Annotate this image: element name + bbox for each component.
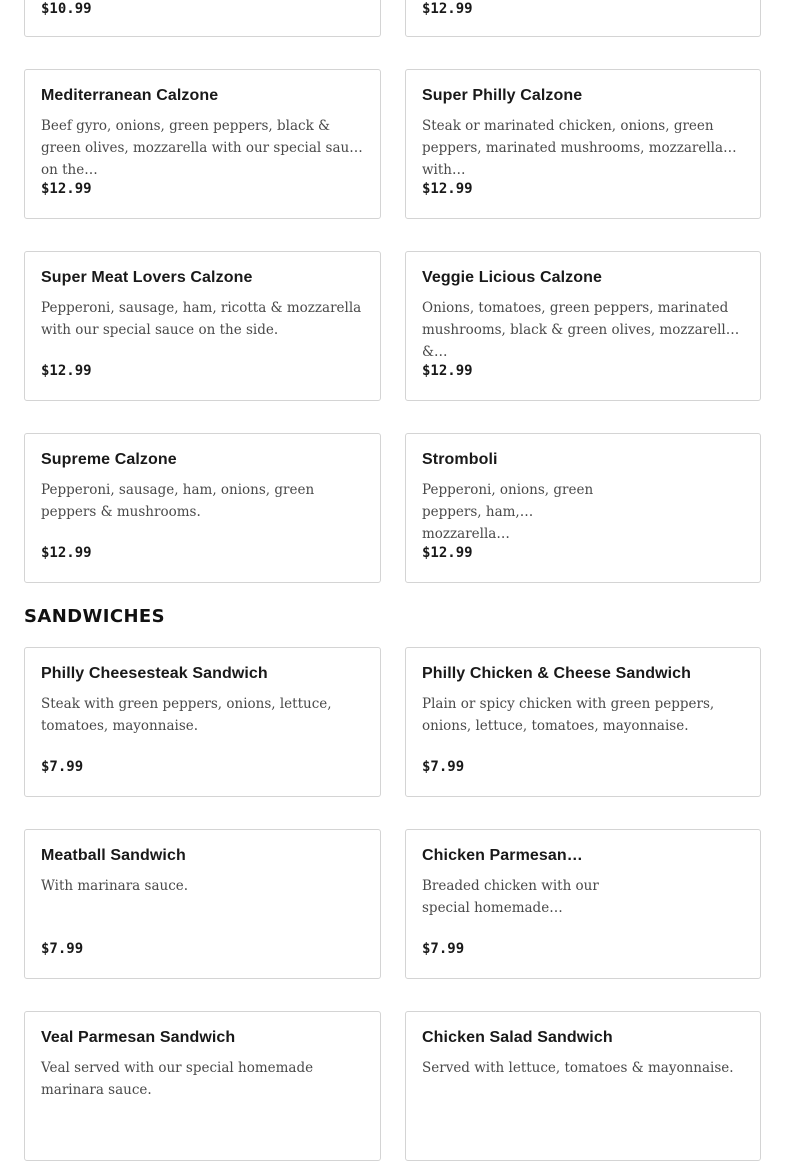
menu-item-card[interactable] [405,1011,761,1161]
menu-item-card[interactable] [405,69,761,219]
item-description: Steak or marinated chicken, onions, green peppers, marinated mushrooms, mozzarella with… [422,118,724,178]
menu-item-card[interactable] [24,0,381,37]
item-description: Pepperoni, onions, green peppers, ham, mozzarella… [422,482,594,542]
item-description: Served with lettuce, tomatoes & mayonnaise. [422,1060,734,1076]
item-name: Stromboli [422,451,498,468]
item-price: $10.99 [41,1,92,17]
menu-item-card[interactable] [405,0,761,37]
item-name: Chicken Parmesan… [422,847,583,864]
menu-item-card[interactable] [24,69,381,219]
item-price: $12.99 [422,545,473,561]
item-price: $7.99 [422,941,465,957]
item-description: Onions, tomatoes, green peppers, marinated mushrooms, black & green olives, mozzarella &… [422,300,734,360]
menu-item-card[interactable] [405,647,761,797]
item-name: Philly Chicken & Cheese Sandwich [422,665,692,682]
item-price: $7.99 [41,941,84,957]
item-name: Supreme Calzone [41,451,177,468]
item-name: Veal Parmesan Sandwich [41,1029,236,1046]
menu-item-card[interactable] [24,829,381,979]
item-description: Steak with green peppers, onions, lettuce, tomatoes, mayonnaise. [41,696,332,734]
item-description: With marinara sauce. [41,878,189,894]
item-description: Breaded chicken with our special homemade… [422,878,599,916]
item-name: Mediterranean Calzone [41,87,219,104]
item-description: Pepperoni, sausage, ham, ricotta & mozzarella with our special sauce on the side. [41,300,362,338]
item-name: Philly Cheesesteak Sandwich [41,665,268,682]
menu-item-card[interactable] [405,433,761,583]
menu-item-card[interactable] [405,829,761,979]
item-description: Plain or spicy chicken with green peppers, onions, lettuce, tomatoes, mayonnaise. [422,696,715,734]
item-price: $12.99 [41,181,92,197]
menu-item-card[interactable] [24,433,381,583]
item-name: Chicken Salad Sandwich [422,1029,613,1046]
item-price: $7.99 [422,759,465,775]
item-price: $12.99 [422,363,473,379]
item-description: Pepperoni, sausage, ham, onions, green peppers & mushrooms. [41,482,315,520]
item-name: Super Philly Calzone [422,87,583,104]
item-price: $12.99 [41,545,92,561]
item-name: Super Meat Lovers Calzone [41,269,253,286]
section-title-sandwiches: SANDWICHES [24,606,165,627]
menu-item-card[interactable] [24,251,381,401]
item-description: Beef gyro, onions, green peppers, black & green olives, mozzarella with our special sauce on the… [41,118,365,178]
item-name: Veggie Licious Calzone [422,269,603,286]
item-price: $12.99 [422,181,473,197]
menu-item-card[interactable] [24,647,381,797]
menu-item-card[interactable] [405,251,761,401]
item-price: $7.99 [41,759,84,775]
item-price: $12.99 [422,1,473,17]
item-description: Veal served with our special homemade marinara sauce. [41,1060,314,1098]
item-price: $12.99 [41,363,92,379]
menu-item-card[interactable] [24,1011,381,1161]
item-name: Meatball Sandwich [41,847,186,864]
